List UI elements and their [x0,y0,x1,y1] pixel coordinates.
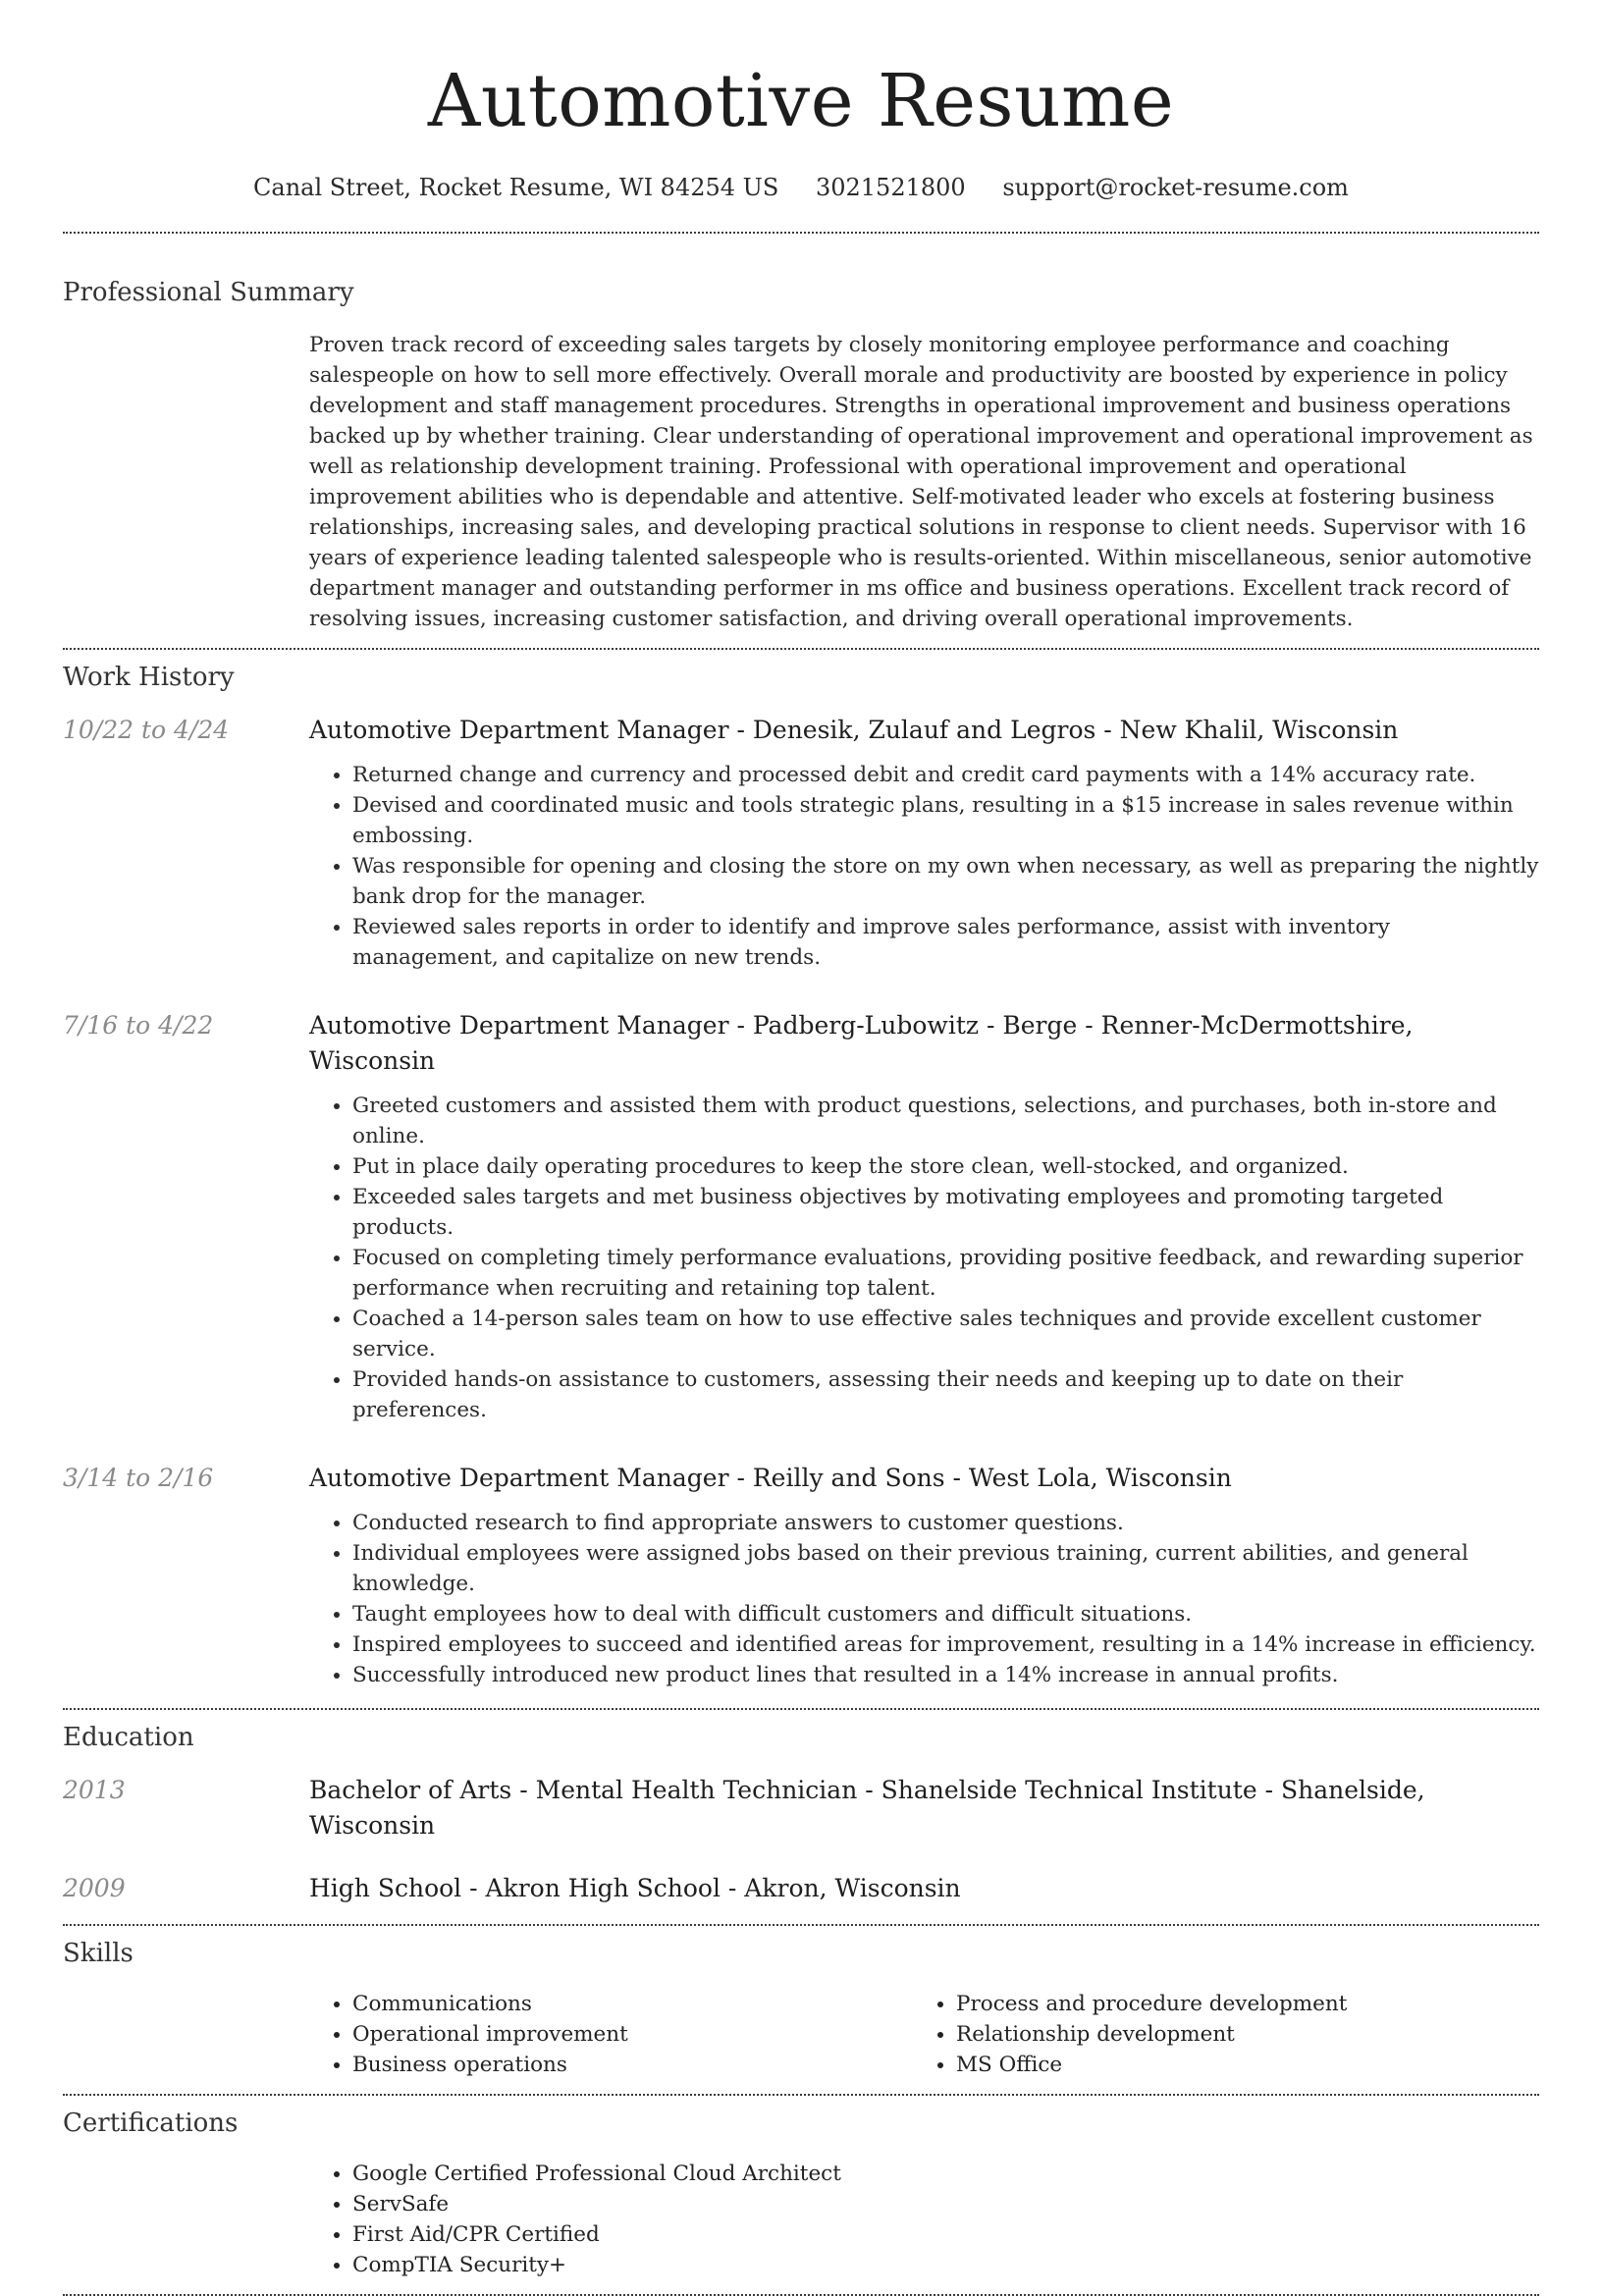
certifications-list [309,2159,1539,2294]
education-degree: Bachelor of Arts - Mental Health Technician - Shanelside Technical Institute - Shanelside, Wisconsin [309,1776,1425,1840]
job-bullet: • Conducted research to find appropriate answers to customer questions. [352,1508,1539,1538]
job-bullet: • Reviewed sales reports in order to identify and improve sales performance, assist with inventory management, and capitalize on new trends. [352,912,1539,973]
skill-item: • MS Office [956,2050,1502,2080]
section-title-certifications: Certifications [63,2109,239,2138]
skill-item: • Process and procedure development [956,1989,1502,2019]
job-bullet: • Put in place daily operating procedures to keep the store clean, well-stocked, and organized. [352,1151,1539,1182]
job-entry [63,1008,1539,1425]
education-year: 2009 [63,1874,126,1902]
job-entry [63,713,1539,973]
job-bullet: • Greeted customers and assisted them with product questions, selections, and purchases, both in-store and online. [352,1091,1539,1151]
work-history-list [63,713,1539,1690]
skills-column-right [913,1989,1502,2080]
job-role: Automotive Department Manager - Reilly and Sons - West Lola, Wisconsin [309,1464,1232,1492]
education-entry [63,1773,1539,1843]
job-bullet: • Focused on completing timely performance evaluations, providing positive feedback, and rewarding superior performance when recruiting and retaining top talent. [352,1243,1539,1304]
job-bullet: • Exceeded sales targets and met business objectives by motivating employees and promoting targeted products. [352,1182,1539,1243]
section-title-education: Education [63,1723,194,1752]
job-bullet: • Taught employees how to deal with difficult customers and difficult situations. [352,1599,1539,1629]
skill-item: • Relationship development [956,2019,1502,2050]
job-bullet: • Successfully introduced new product lines that resulted in a 14% increase in annual profits. [352,1660,1539,1690]
job-role: Automotive Department Manager - Padberg-Lubowitz - Berge - Renner-McDermottshire, Wisconsin [309,1011,1414,1075]
job-header [63,1008,1539,1425]
job-bullet: • Provided hands-on assistance to customers, assessing their needs and keeping up to date on their preferences. [352,1364,1539,1425]
section-title-work-history: Work History [63,663,235,692]
summary-text: Proven track record of exceeding sales targets by closely monitoring employee performance and coaching salespeople on how to sell more effectively. Overall morale and productivity are boosted by experience in policy development and staff management procedures. Strengths in operational improvement and business operations backed up by whether training. Clear understanding of operational improvement and operational improvement as well as relationship development training. Professional with operational improvement and operational improvement abilities who is dependable and attentive. Self-motivated leader who excels at fostering business relationships, increasing sales, and developing practical solutions in response to client needs. Supervisor with 16 years of experience leading talented salespeople who is results-oriented. Within miscellaneous, senior automotive department manager and outstanding performer in ms office and business operations. Excellent track record of resolving issues, increasing customer satisfaction, and driving overall operational improvements. [309,333,1533,631]
resume-title: Automotive Resume [427,59,1175,143]
job-dates: 10/22 to 4/24 [63,716,230,744]
job-bullets [309,1508,1539,1690]
job-bullet: • Inspired employees to succeed and identified areas for improvement, resulting in a 14% increase in efficiency. [352,1629,1539,1660]
job-header [63,1461,1539,1690]
contact-line [63,171,1539,204]
certification-item: • CompTIA Security+ [352,2250,1539,2280]
job-bullet: • Coached a 14-person sales team on how to use effective sales techniques and provide excellent customer service. [352,1304,1539,1364]
job-bullets [309,1091,1539,1425]
job-dates: 7/16 to 4/22 [63,1011,214,1040]
contact-phone: 3021521800 [815,174,966,201]
skills-list [309,1989,1539,2094]
job-role: Automotive Department Manager - Denesik, Zulauf and Legros - New Khalil, Wisconsin [309,716,1399,744]
job-entry [63,1461,1539,1690]
certification-item: • ServSafe [352,2189,1539,2219]
certification-item: • First Aid/CPR Certified [352,2219,1539,2250]
skill-item: • Business operations [352,2050,913,2080]
job-dates: 3/14 to 2/16 [63,1464,214,1492]
job-bullet: • Returned change and currency and processed debit and credit card payments with a 14% accuracy rate. [352,760,1539,790]
education-degree: High School - Akron High School - Akron, Wisconsin [309,1874,961,1902]
certification-item: • Google Certified Professional Cloud Architect [352,2159,1539,2189]
job-bullets [309,760,1539,973]
job-bullet: • Devised and coordinated music and tools strategic plans, resulting in a $15 increase in sales revenue within embossing. [352,790,1539,851]
job-bullet: • Was responsible for opening and closing the store on my own when necessary, as well as preparing the nightly bank drop for the manager. [352,851,1539,912]
section-title-summary: Professional Summary [63,278,354,307]
education-entry [63,1871,1539,1906]
skills-column-left [309,1989,913,2080]
education-year: 2013 [63,1776,126,1804]
contact-address: Canal Street, Rocket Resume, WI 84254 US [253,174,779,201]
job-header [63,713,1539,973]
section-title-skills: Skills [63,1939,134,1968]
job-bullet: • Individual employees were assigned jobs based on their previous training, current abilities, and general knowledge. [352,1538,1539,1599]
skill-item: • Operational improvement [352,2019,913,2050]
contact-email: support@rocket-resume.com [1002,174,1349,201]
skill-item: • Communications [352,1989,913,2019]
